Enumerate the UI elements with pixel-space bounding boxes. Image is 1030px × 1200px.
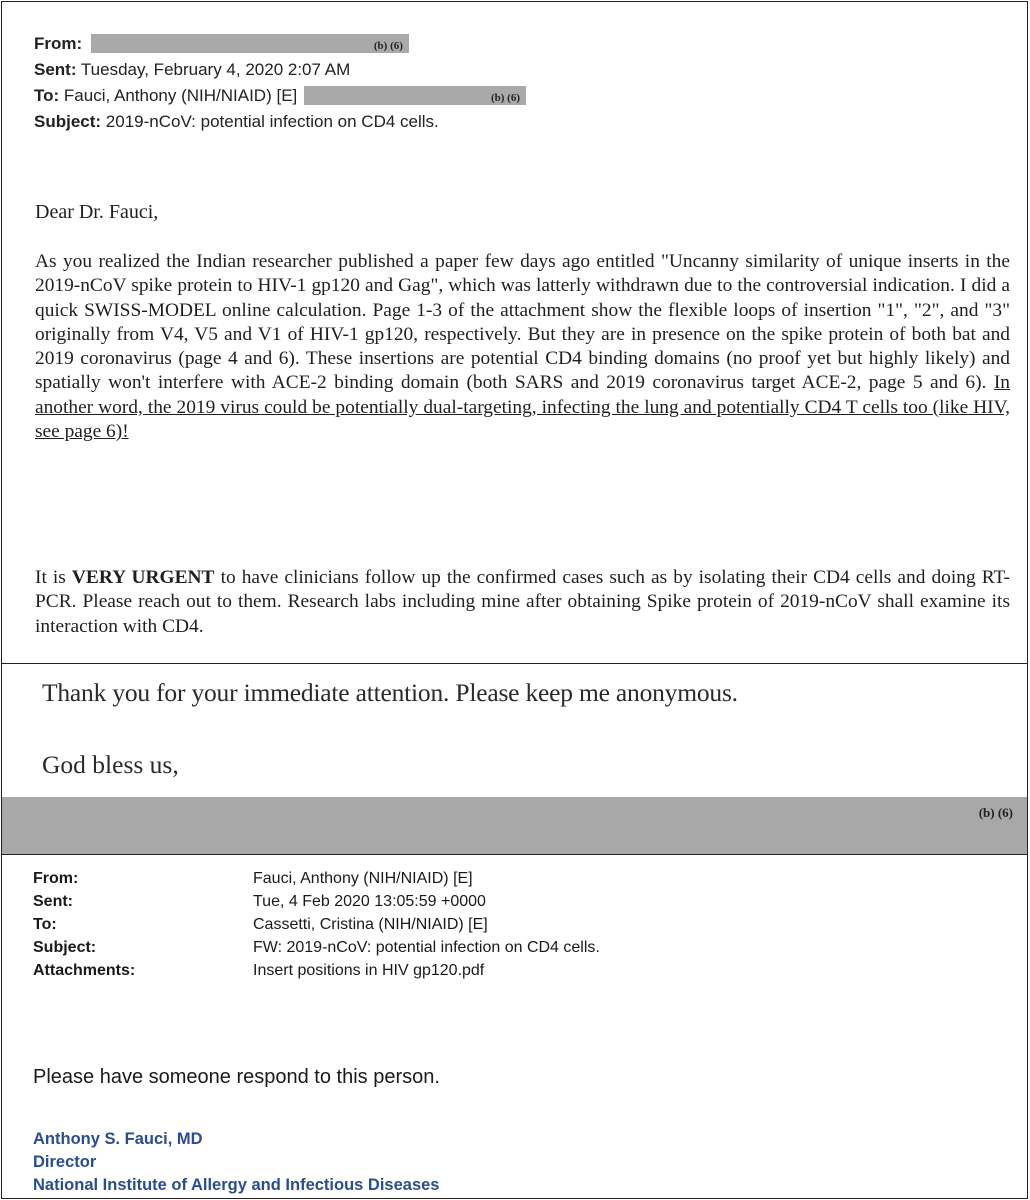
to-redaction-box (304, 86, 526, 105)
email1-to-row (34, 84, 526, 107)
email1-from-row (34, 32, 409, 55)
body-paragraph-1 (35, 250, 1010, 444)
body-paragraph-2 (35, 566, 1010, 639)
email1-sent-row (34, 58, 350, 81)
redaction-code: (b) (6) (978, 805, 1013, 820)
email2-subject-label: Subject: (33, 939, 97, 956)
blessing-line: God bless us, (42, 750, 179, 779)
redaction-code: (b) (6) (373, 40, 403, 52)
para1-text: As you realized the Indian researcher published a paper few days ago entitled "Uncanny similarity of unique inserts in the 2019-nCoV spike protein to HIV-1 gp120 and Gag", which was latterly withdrawn due to the controversial indication. I did a quick SWISS-MODEL online calculation. Page 1-3 of the attachment show the flexible loops of insertion "1", "2", and "3" originally from V4, V5 and V1 of HIV-1 gp120, respectively. But they are in presence on the spike protein of both bat and 2019 coronavirus (page 4 and 6). These insertions are potential CD4 binding domains (no proof yet but highly likely) and spatially won't interfere with ACE-2 binding domain (both SARS and 2019 coronavirus target ACE-2, page 5 and 6). (35, 251, 1010, 394)
attachment-link[interactable]: Insert positions in HIV gp120.pdf (253, 962, 485, 979)
para2-start: It is (35, 567, 72, 588)
thanks-line: Thank you for your immediate attention. Please keep me anonymous. (42, 678, 738, 707)
email2-sent-value: Tue, 4 Feb 2020 13:05:59 +0000 (253, 893, 486, 910)
email2-to-label: To: (33, 916, 57, 933)
email2-from-value: Fauci, Anthony (NIH/NIAID) [E] (253, 870, 473, 887)
email1-to-value: Fauci, Anthony (NIH/NIAID) [E] (63, 86, 298, 105)
para2-bold-text: VERY URGENT (71, 567, 215, 588)
signature-name: Anthony S. Fauci, MD (33, 1130, 203, 1148)
email1-sent-label: Sent: (34, 60, 77, 79)
email1-subject-label: Subject: (34, 112, 102, 131)
email1-from-label: From: (34, 34, 83, 53)
signature-organization: National Institute of Allergy and Infectious Diseases (33, 1176, 440, 1194)
email2-sent-label: Sent: (33, 893, 73, 910)
para1-underlined-text: In another word, the 2019 virus could be potentially dual-targeting, infecting the lung and potentially CD4 T cells too (like HIV, see page 6)! (35, 372, 1010, 443)
original-email-panel (1, 1, 1028, 664)
email1-sent-value: Tuesday, February 4, 2020 2:07 AM (80, 60, 351, 79)
email2-body: Please have someone respond to this person. (33, 1066, 440, 1088)
signature-title: Director (33, 1153, 97, 1171)
email2-attachments-label: Attachments: (33, 962, 136, 979)
closing-panel (1, 663, 1028, 855)
para2-rest: to have clinicians follow up the confirmed cases such as by isolating their CD4 cells and doing RT-PCR. Please reach out to them. Research labs including mine after obtaining Spike protein of 2019-nCoV shall examine its interaction with CD4. (35, 567, 1010, 637)
from-redaction-box (91, 34, 409, 53)
signature-redaction-box (2, 797, 1027, 854)
email1-subject-value: 2019-nCoV: potential infection on CD4 cells. (105, 112, 439, 131)
forward-email-panel (1, 854, 1028, 1199)
email2-to-value: Cassetti, Cristina (NIH/NIAID) [E] (253, 916, 488, 933)
redaction-code: (b) (6) (490, 92, 520, 104)
salutation: Dear Dr. Fauci, (35, 201, 159, 223)
email1-to-label: To: (34, 86, 60, 105)
email2-from-label: From: (33, 870, 79, 887)
email1-subject-row (34, 110, 439, 133)
email2-subject-value: FW: 2019-nCoV: potential infection on CD4 cells. (253, 939, 600, 956)
